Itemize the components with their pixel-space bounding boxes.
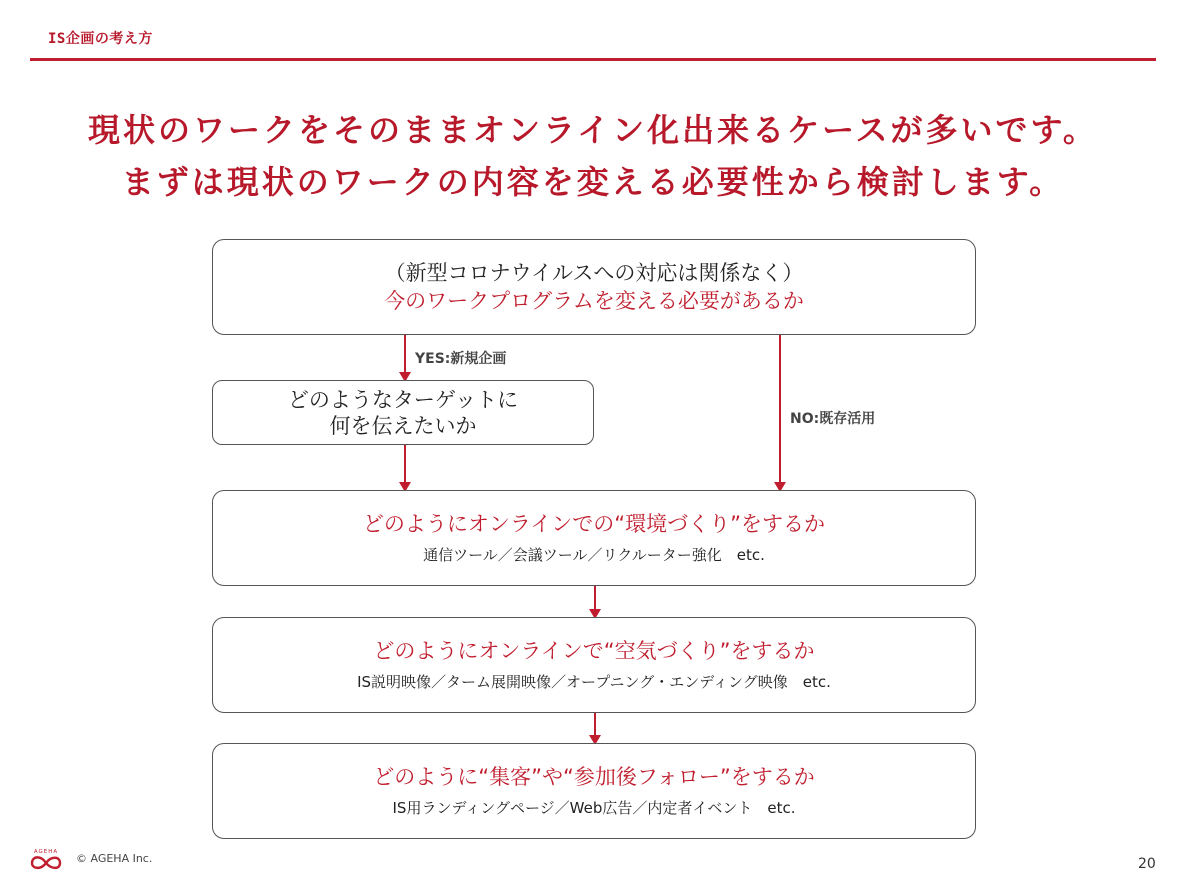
flow-target-line-1: どのようなターゲットに [287, 387, 519, 412]
header-rule [30, 58, 1156, 61]
flow-start-box [212, 239, 976, 335]
flow-start-condition: （新型コロナウイルスへの対応は関係なく） [384, 261, 804, 285]
page-number: 20 [1138, 856, 1156, 872]
headline-line-2: まずは現状のワークの内容を変える必要性から検討します。 [121, 163, 1065, 201]
flow-atmosphere-detail: IS説明映像／ターム展開映像／オープニング・エンディング映像 etc. [357, 673, 831, 691]
flow-target-box [212, 380, 594, 445]
yes-label: YES:新規企画 [415, 351, 507, 367]
yes-arrow [404, 335, 406, 380]
no-label: NO:既存活用 [790, 411, 876, 427]
section-label: IS企画の考え方 [48, 31, 153, 47]
no-arrow [779, 335, 781, 490]
logo-text: AGEHA [33, 849, 59, 855]
ageha-logo-icon [28, 846, 64, 872]
flow-attraction-title: どのように“集客”や“参加後フォロー”をするか [373, 765, 815, 789]
headline-line-1: 現状のワークをそのままオンライン化出来るケースが多いです。 [88, 111, 1098, 149]
flow-atmosphere-title: どのようにオンラインで“空気づくり”をするか [373, 639, 815, 663]
flow-target-line-2: 何を伝えたいか [329, 413, 477, 438]
flow-environment-title: どのようにオンラインでの“環境づくり”をするか [362, 512, 826, 536]
target-arrow [404, 445, 406, 490]
flow-environment-box [212, 490, 976, 586]
flow-atmosphere-box [212, 617, 976, 713]
flow-attraction-box [212, 743, 976, 839]
environment-arrow [594, 586, 596, 617]
copyright: © AGEHA Inc. [76, 852, 153, 865]
flow-start-question: 今のワークプログラムを変える必要があるか [384, 289, 804, 313]
atmosphere-arrow [594, 713, 596, 743]
flow-environment-detail: 通信ツール／会議ツール／リクルーター強化 etc. [423, 546, 765, 564]
flow-attraction-detail: IS用ランディングページ／Web広告／内定者イベント etc. [392, 799, 796, 817]
